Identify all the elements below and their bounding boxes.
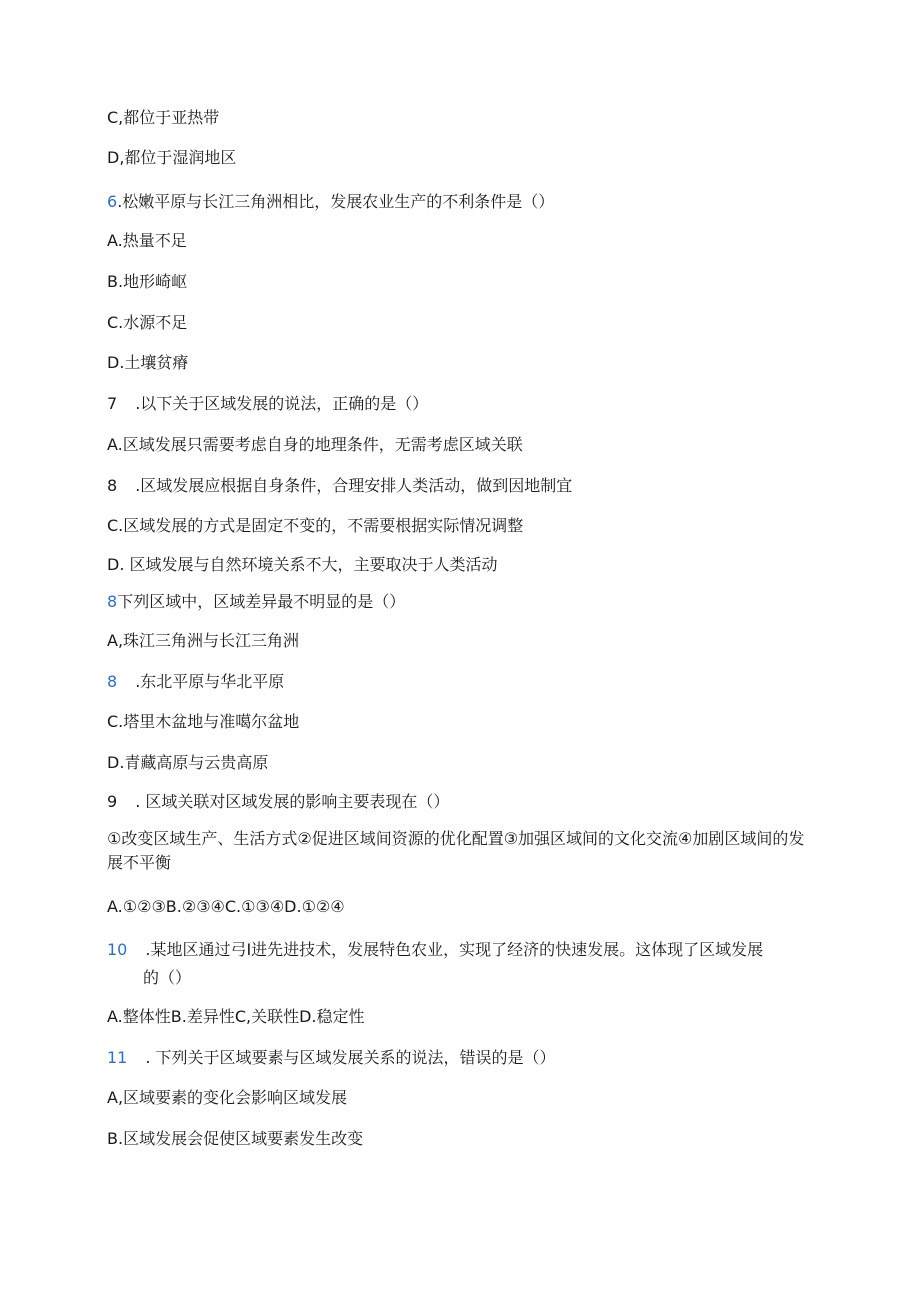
option-label: 8 [107, 672, 118, 691]
question-text: . 下列关于区域要素与区域发展关系的说法，错误的是（） [145, 1048, 556, 1067]
option-d-q7: D. 区域发展与自然环境关系不大，主要取决于人类活动 [107, 555, 498, 574]
option-text: .东北平原与华北平原 [135, 672, 285, 691]
option-d-q8: D.青藏高原与云贵高原 [107, 753, 269, 772]
option-b-q7 [107, 474, 827, 498]
question-number: 8 [107, 592, 118, 611]
option-label: 8 [107, 476, 118, 495]
question-text: 下列区域中，区域差异最不明显的是（） [117, 592, 406, 611]
question-text: .某地区通过弓I进先进技术，发展特色农业，实现了经济的快速发展。这体现了区域发展 [145, 940, 764, 959]
option-d-q5: D,都位于湿润地区 [107, 148, 237, 167]
question-9 [107, 790, 827, 814]
question-text: .以下关于区域发展的说法，正确的是（） [135, 394, 429, 413]
question-11 [107, 1046, 827, 1070]
question-10 [107, 938, 827, 962]
question-8 [107, 590, 827, 614]
option-c-q6: C.水源不足 [107, 313, 188, 332]
option-text: .区域发展应根据自身条件，合理安排人类活动，做到因地制宜 [135, 476, 573, 495]
option-c-q8: C.塔里木盆地与准噶尔盆地 [107, 712, 300, 731]
question-number: 10 [107, 940, 128, 959]
options-q10: A.整体性B.差异性C,关联性D.稳定性 [107, 1007, 365, 1026]
statement-list-q9: ①改变区域生产、生活方式②促进区域间资源的优化配置③加强区域间的文化交流④加剧区域间的发展不平衡 [107, 829, 805, 872]
option-c-q5: C,都位于亚热带 [107, 108, 220, 127]
option-a-q8: A,珠江三角洲与长江三角洲 [107, 631, 300, 650]
question-text: . 区域关联对区域发展的影响主要表现在（） [135, 792, 450, 811]
option-a-q7: A.区域发展只需要考虑自身的地理条件，无需考虑区域关联 [107, 435, 523, 454]
question-number: 11 [107, 1048, 128, 1067]
question-10-continued: 的（） [143, 968, 192, 987]
options-q9: A.①②③B.②③④C.①③④D.①②④ [107, 897, 345, 916]
question-text: .松嫩平原与长江三角洲相比，发展农业生产的不利条件是（） [117, 192, 555, 211]
option-b-q11: B.区域发展会促使区域要素发生改变 [107, 1129, 364, 1148]
option-b-q6: B.地形崎岖 [107, 272, 188, 291]
question-number: 7 [107, 394, 118, 413]
option-a-q6: A.热量不足 [107, 231, 187, 250]
question-7 [107, 392, 827, 416]
option-c-q7: C.区域发展的方式是固定不变的，不需要根据实际情况调整 [107, 516, 524, 535]
option-a-q11: A,区域要素的变化会影响区域发展 [107, 1088, 348, 1107]
question-number: 9 [107, 792, 118, 811]
option-b-q8 [107, 670, 827, 694]
question-6 [107, 190, 827, 214]
question-number: 6 [107, 192, 118, 211]
option-d-q6: D.土壤贫瘠 [107, 353, 189, 372]
